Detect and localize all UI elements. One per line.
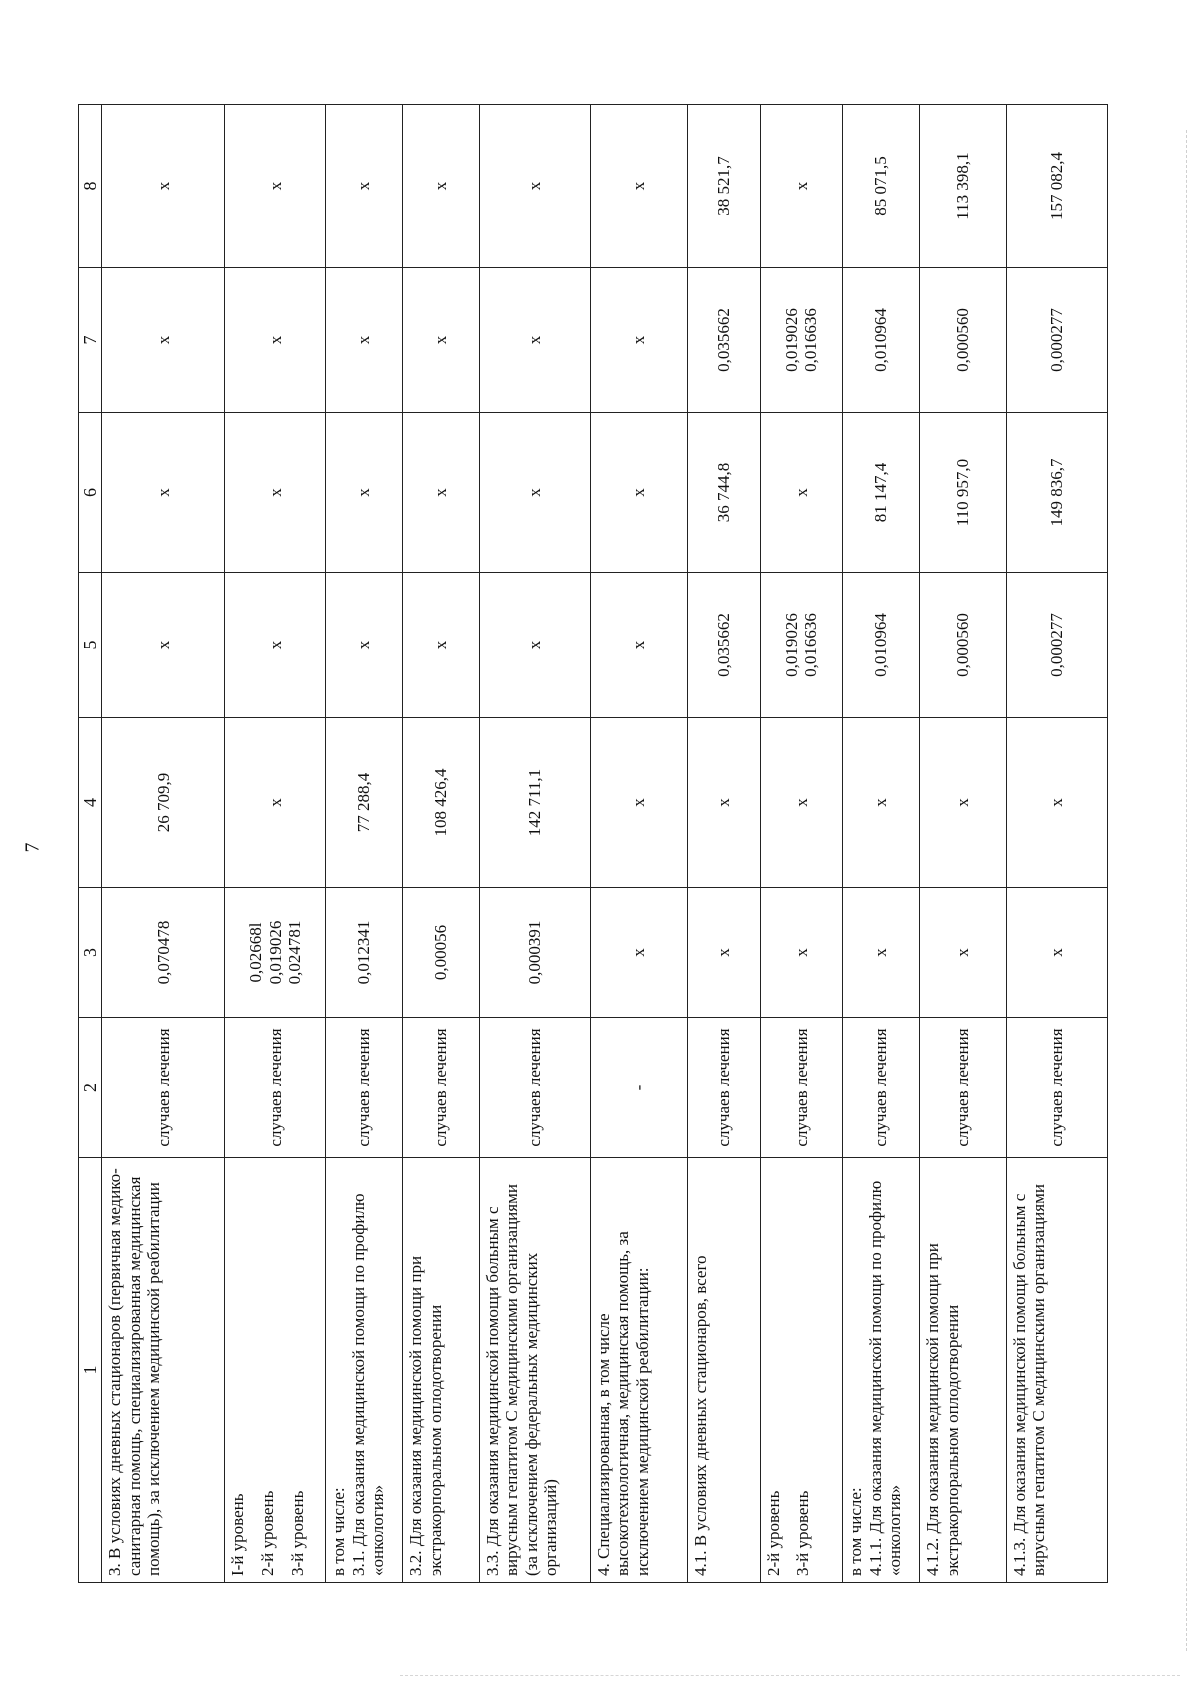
row-description (225, 1158, 326, 1583)
unit-cell: случаев лечения (479, 1018, 590, 1158)
column-number: 2 (79, 1018, 102, 1158)
col6-cell: 110 957,0 (920, 413, 1007, 573)
description-line: 3-й уровень (287, 1490, 307, 1576)
description-line: 3.2. Для оказания медицинской помощи при экстракорпоральном оплодотворении (406, 1255, 445, 1576)
unit-cell: случаев лечения (326, 1018, 403, 1158)
col4-cell: x (920, 718, 1007, 888)
description-line: 3-й уровень (793, 1490, 813, 1576)
col3-cell-value: 0,000391 (525, 920, 545, 985)
col8-cell: 38 521,7 (687, 105, 760, 268)
col5-cell-value: x (525, 640, 545, 650)
unit-cell: случаев лечения (225, 1018, 326, 1158)
col3-cell-value: 0,00056 (431, 924, 451, 981)
col5-cell-value: 0,010964 (871, 613, 891, 677)
col7-cell-value: x (431, 335, 451, 345)
col4-cell: 142 711,1 (479, 718, 590, 888)
col4-cell: x (225, 718, 326, 888)
col7-cell-value: 0,010964 (871, 308, 891, 372)
col3-cell (687, 888, 760, 1018)
col3-cell-value: x (1047, 948, 1067, 957)
column-number: 4 (79, 718, 102, 888)
col5-cell (403, 573, 480, 718)
description-line: 4.1.2. Для оказания медицинской помощи при экстракорпоральном оплодотворении (923, 1243, 962, 1576)
row-description (687, 1158, 760, 1583)
col6-cell: x (102, 413, 225, 573)
description-line: 4.1.3. Для оказания медицинской помощи больным с вирусным гепатитом С медицинскими организациями (1009, 1184, 1049, 1576)
scan-artifact (1186, 130, 1188, 1651)
table-frame (78, 105, 1108, 1583)
col3-cell-value: 0,012341 (354, 920, 374, 985)
col6-cell: x (590, 413, 687, 573)
description-line: 2-й уровень (257, 1490, 277, 1576)
col7-cell (687, 268, 760, 413)
col6-cell: x (225, 413, 326, 573)
col6-cell: x (479, 413, 590, 573)
col3-cell (760, 888, 843, 1018)
col7-cell (920, 268, 1007, 413)
description-line: 4.1.1. Для оказания медицинской помощи по профилю «онкология» (865, 1180, 905, 1576)
col4-cell: 77 288,4 (326, 718, 403, 888)
col5-cell (687, 573, 760, 718)
table-row (920, 105, 1007, 1583)
col4-cell: x (590, 718, 687, 888)
col7-cell-value: 0,035662 (713, 308, 733, 372)
col4-cell: 108 426,4 (403, 718, 480, 888)
col7-cell (225, 268, 326, 413)
col3-cell (225, 888, 326, 1018)
col7-cell-value: 0,016636 (801, 308, 821, 372)
unit-cell: случаев лечения (102, 1018, 225, 1158)
col5-cell-value: x (629, 640, 649, 650)
col3-cell (102, 888, 225, 1018)
description-line: 3.3. Для оказания медицинской помощи больным с вирусным гепатитом С медицинскими организациями (за исключением федеральных медицинских организаций) (482, 1184, 561, 1576)
unit-cell: случаев лечения (760, 1018, 843, 1158)
col6-cell: x (403, 413, 480, 573)
table-row (403, 105, 480, 1583)
row-description (326, 1158, 403, 1583)
col6-cell: x (760, 413, 843, 573)
table-row (590, 105, 687, 1583)
col7-cell-value: x (354, 335, 374, 345)
description-line: в том числе: (846, 1487, 866, 1576)
unit-cell: случаев лечения (843, 1018, 920, 1158)
col3-cell (920, 888, 1007, 1018)
col8-cell: x (479, 105, 590, 268)
col4-cell: x (843, 718, 920, 888)
col4-cell: x (1006, 718, 1107, 888)
table-row (326, 105, 403, 1583)
col3-cell (590, 888, 687, 1018)
col4-cell: x (760, 718, 843, 888)
column-number: 6 (79, 413, 102, 573)
rotated-content (78, 105, 1108, 1583)
row-description (843, 1158, 920, 1583)
col5-cell-value: x (265, 640, 285, 650)
col5-cell (479, 573, 590, 718)
col8-cell: x (760, 105, 843, 268)
col3-cell-value: 0,070478 (153, 920, 173, 985)
col4-cell: x (687, 718, 760, 888)
col6-cell: 149 836,7 (1006, 413, 1107, 573)
col3-cell-value: 0,02668l (246, 922, 266, 983)
unit-cell: случаев лечения (687, 1018, 760, 1158)
description-line: 3. В условиях дневных стационаров (первичная медико-санитарная помощь, специализированная медицинская помощь), за исключением медицинской реабилитации (105, 1168, 164, 1576)
col5-cell-value: x (153, 640, 173, 650)
description-line: I-й уровень (228, 1493, 248, 1576)
unit-cell: случаев лечения (403, 1018, 480, 1158)
unit-cell: случаев лечения (1006, 1018, 1107, 1158)
column-number: 5 (79, 573, 102, 718)
col7-cell (843, 268, 920, 413)
col8-cell: x (326, 105, 403, 268)
table-row (225, 105, 326, 1583)
col3-cell (843, 888, 920, 1018)
unit-cell: случаев лечения (920, 1018, 1007, 1158)
col8-cell: x (225, 105, 326, 268)
col5-cell-value: 0,000560 (953, 613, 973, 677)
description-line: 4.1. В условиях дневных стационаров, всего (690, 1255, 710, 1576)
col5-cell (225, 573, 326, 718)
row-description (920, 1158, 1007, 1583)
column-number: 1 (79, 1158, 102, 1583)
col7-cell-value: 0,000277 (1047, 308, 1067, 372)
col3-cell-value: 0,019026 (265, 920, 285, 985)
col8-cell: x (590, 105, 687, 268)
col7-cell (760, 268, 843, 413)
col5-cell-value: 0,016636 (801, 613, 821, 677)
description-line: в том числе: (329, 1487, 349, 1576)
col5-cell-value: x (354, 640, 374, 650)
col6-cell: 81 147,4 (843, 413, 920, 573)
col5-cell-value: 0,019026 (781, 613, 801, 677)
col5-cell (1006, 573, 1107, 718)
col3-cell-value: x (871, 948, 891, 957)
table-row (1006, 105, 1107, 1583)
row-description (102, 1158, 225, 1583)
col7-cell-value: x (629, 335, 649, 345)
col7-cell (102, 268, 225, 413)
description-line: 2-й уровень (763, 1490, 783, 1576)
col3-cell-value: 0,024781 (285, 920, 305, 985)
col7-cell-value: x (525, 335, 545, 345)
col7-cell (403, 268, 480, 413)
column-number-row (79, 105, 102, 1583)
col5-cell (590, 573, 687, 718)
table-row (843, 105, 920, 1583)
col3-cell-value: x (953, 948, 973, 957)
col7-cell (1006, 268, 1107, 413)
col3-cell (479, 888, 590, 1018)
row-description (590, 1158, 687, 1583)
col5-cell (102, 573, 225, 718)
page-number: 7 (21, 842, 44, 853)
table-row (760, 105, 843, 1583)
col3-cell-value: x (629, 948, 649, 957)
description-line: 4. Специализированная, в том числе высокотехнологичная, медицинская помощь, за исключением медицинской реабилитации: (593, 1231, 653, 1576)
row-description (1006, 1158, 1107, 1583)
unit-cell: - (590, 1018, 687, 1158)
table-row (479, 105, 590, 1583)
col8-cell: x (403, 105, 480, 268)
col5-cell (326, 573, 403, 718)
col7-cell (590, 268, 687, 413)
row-description (479, 1158, 590, 1583)
col7-cell (479, 268, 590, 413)
col3-cell-value: x (713, 948, 733, 957)
col6-cell: x (326, 413, 403, 573)
col7-cell-value: 0,000560 (953, 308, 973, 372)
col5-cell-value: x (431, 640, 451, 650)
column-number: 7 (79, 268, 102, 413)
scan-artifact (400, 1675, 1180, 1677)
col4-cell: 26 709,9 (102, 718, 225, 888)
col3-cell (403, 888, 480, 1018)
col5-cell (920, 573, 1007, 718)
col8-cell: 157 082,4 (1006, 105, 1107, 268)
col8-cell: x (102, 105, 225, 268)
col7-cell-value: 0,019026 (781, 308, 801, 372)
col5-cell-value: 0,035662 (713, 613, 733, 677)
col8-cell: 113 398,1 (920, 105, 1007, 268)
description-line: 3.1. Для оказания медицинской помощи по профилю «онкология» (348, 1193, 388, 1576)
column-number: 3 (79, 888, 102, 1018)
col5-cell (843, 573, 920, 718)
col6-cell: 36 744,8 (687, 413, 760, 573)
column-number: 8 (79, 105, 102, 268)
col5-cell-value: 0,000277 (1047, 613, 1067, 677)
col3-cell-value: x (791, 948, 811, 957)
col7-cell (326, 268, 403, 413)
col7-cell-value: x (265, 335, 285, 345)
col5-cell (760, 573, 843, 718)
tariff-table (78, 104, 1108, 1583)
col3-cell (326, 888, 403, 1018)
col8-cell: 85 071,5 (843, 105, 920, 268)
row-description (760, 1158, 843, 1583)
row-description (403, 1158, 480, 1583)
table-body (79, 105, 1108, 1583)
col3-cell (1006, 888, 1107, 1018)
table-row (687, 105, 760, 1583)
table-row (102, 105, 225, 1583)
col7-cell-value: x (153, 335, 173, 345)
